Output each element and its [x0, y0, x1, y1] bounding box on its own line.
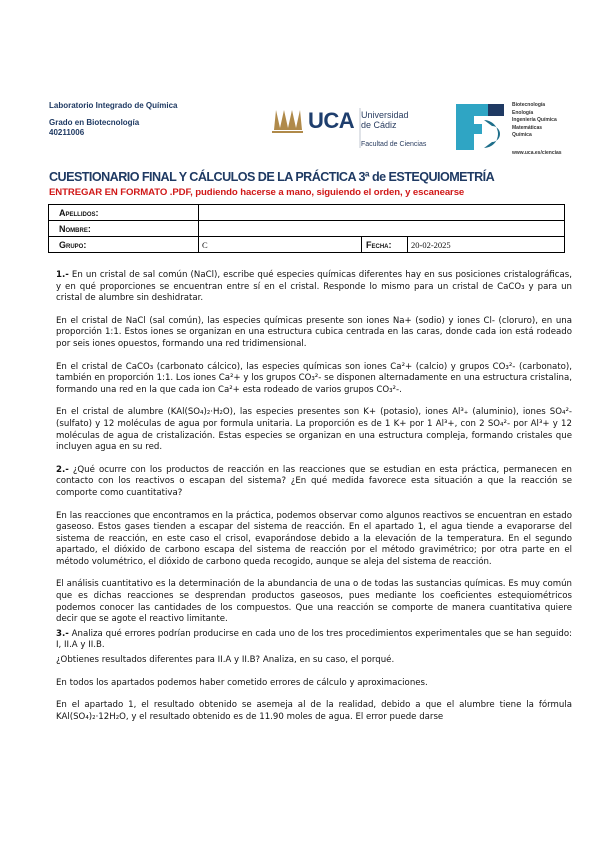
question-3-followup: ¿Obtienes resultados diferentes para II.A y II.B? Analiza, en su caso, el porqué. — [56, 655, 395, 666]
answer-paragraph: El análisis cuantitativo es la determinación de la abundancia de una o de todas las sustancias químicas. Es muy común que es dichas reacciones se desprendan productos gaseosos, pues mediante los coeficientes estequiométricos podemos conocer las cantidades de los compuestos. Que una reacción se comporte de manera cuantitativa quiere decir que se agote el reactivo limitante. — [56, 579, 572, 625]
grupo-label: Grupo: — [49, 237, 199, 253]
answer-paragraph: En el cristal de NaCl (sal común), las especies químicas presente son iones Na+ (sodio) y iones Cl- (cloruro), en una proporción 1:1. Estos iones se organizan en una estructura cubica centrada en las caras, donde cada ion está rodeado por seis iones opuestos, formando una red tridimensional. — [56, 315, 572, 349]
fecha-field[interactable]: 20-02-2025 — [408, 237, 565, 253]
question-text: En un cristal de sal común (NaCl), escribe qué especies químicas diferentes hay en sus posiciones cristalográficas, y en qué proporciones se encuentran entre sí en el cristal. Responde lo mismo para un cristal de CaCO₃ y para un cristal de alumbre sin deshidratar. — [56, 270, 572, 304]
program-item: Química — [512, 132, 532, 138]
faculty-url: www.uca.es/ciencias — [512, 150, 562, 156]
degree-info — [49, 118, 139, 138]
apellidos-row — [49, 205, 565, 221]
faculty-logo-icon — [454, 102, 506, 152]
answer-paragraph: En el apartado 1, el resultado obtenido se asemeja al de la realidad, debido a que el alumbre tiene la fórmula KAl(SO₄)₂·12H₂O, y el resultado obtenido es de 11.90 moles de agua. El error puede darse — [56, 700, 572, 722]
degree-name: Grado en Biotecnología — [49, 118, 140, 127]
degree-code: 40211006 — [49, 128, 85, 137]
program-item: Ingeniería Química — [512, 117, 557, 123]
question-number: 1.- — [56, 270, 69, 280]
program-item: Matemáticas — [512, 124, 543, 131]
question-text: Analiza qué errores podrían producirse en cada uno de los tres procedimientos experimentales que se han seguido: I, II.A y II.B. — [56, 628, 572, 651]
answer-paragraph: En todos los apartados podemos haber cometido errores de cálculo y aproximaciones. — [56, 677, 428, 688]
answer-paragraph: En el cristal de alumbre (KAl(SO₄)₂·H₂O), las especies presentes son K+ (potasio), iones Al³₊ (aluminio), iones SO₄²- (sulfato) y 12 moléculas de agua por formula unitaria. La proporción es de 1 K+ por 1 Al³+, con 2 SO₄²- por Al³+ y 12 moléculas de agua de cristalización. Estas especies se organizan en una estructura compleja, formando cristales que incluyen agua en su red. — [56, 407, 572, 453]
document-header — [0, 0, 601, 160]
page-title: CUESTIONARIO FINAL Y CÁLCULOS DE LA PRÁCTICA 3ª de ESTEQUIOMETRÍA — [49, 170, 495, 184]
uca-wordmark: UCA — [308, 108, 355, 133]
uca-name-line1: Universidad — [361, 110, 409, 120]
answer-paragraph: En el cristal de CaCO₃ (carbonato cálcico), las especies químicas son iones Ca²+ (calcio) y grupos CO₃²- (carbonato), también en proporción 1:1. Los iones Ca²+ y los grupos CO₃²- se disponen alternadamente en una estructura cristalina, formando una red en la que cada ion Ca²+ esta rodeado de varios grupos CO₃²-. — [56, 361, 572, 395]
faculty-programs — [512, 102, 557, 140]
nombre-row — [49, 221, 565, 237]
nombre-label: Nombre: — [49, 221, 199, 237]
student-info-table — [48, 204, 565, 253]
instructions: ENTREGAR EN FORMATO .PDF, pudiendo hacerse a mano, siguiendo el orden, y escanearse — [49, 187, 465, 198]
document-body — [56, 270, 572, 734]
nombre-field[interactable] — [199, 221, 565, 237]
question-2 — [56, 465, 572, 500]
question-number: 3.- — [56, 628, 69, 639]
lab-name: Laboratorio Integrado de Química — [49, 101, 178, 110]
program-item: Biotecnología — [512, 102, 546, 108]
grupo-field[interactable]: C — [199, 237, 362, 253]
question-3 — [56, 629, 572, 652]
question-number: 2.- — [56, 464, 69, 475]
question-text: ¿Qué ocurre con los productos de reacción en las reacciones que se estudian en esta práctica, permanecen en contacto con los reactivos o escapan del sistema? ¿En qué medida favorece esta situación a que la reacción se comporte como cuantitativa? — [56, 464, 573, 498]
question-1 — [56, 270, 572, 305]
fecha-label: Fecha: — [362, 237, 408, 253]
program-item: Enología — [512, 109, 534, 116]
uca-name — [361, 110, 409, 130]
apellidos-label: Apellidos: — [49, 205, 199, 221]
grupo-row — [49, 237, 565, 253]
apellidos-field[interactable] — [199, 205, 565, 221]
answer-paragraph: En las reacciones que encontramos en la práctica, podemos observar como algunos reactivos se encuentran en estado gaseoso. Estos gases tienden a escapar del sistema de reacción. En el apartado 1, el agua tiende a evaporarse del sistema de reacción, en este caso el crisol, evaporándose debido a la elevación de la temperatura. En el segundo apartado, el dióxido de carbono escapa del sistema de reacción por el método gravimétrico; por otra parte en el método volumétrico, el dióxido de carbono queda recogido, aunque se aleja del sistema de reacción. — [56, 510, 572, 567]
faculty-name: Facultad de Ciencias — [361, 141, 427, 148]
uca-name-line2: de Cádiz — [361, 120, 397, 130]
